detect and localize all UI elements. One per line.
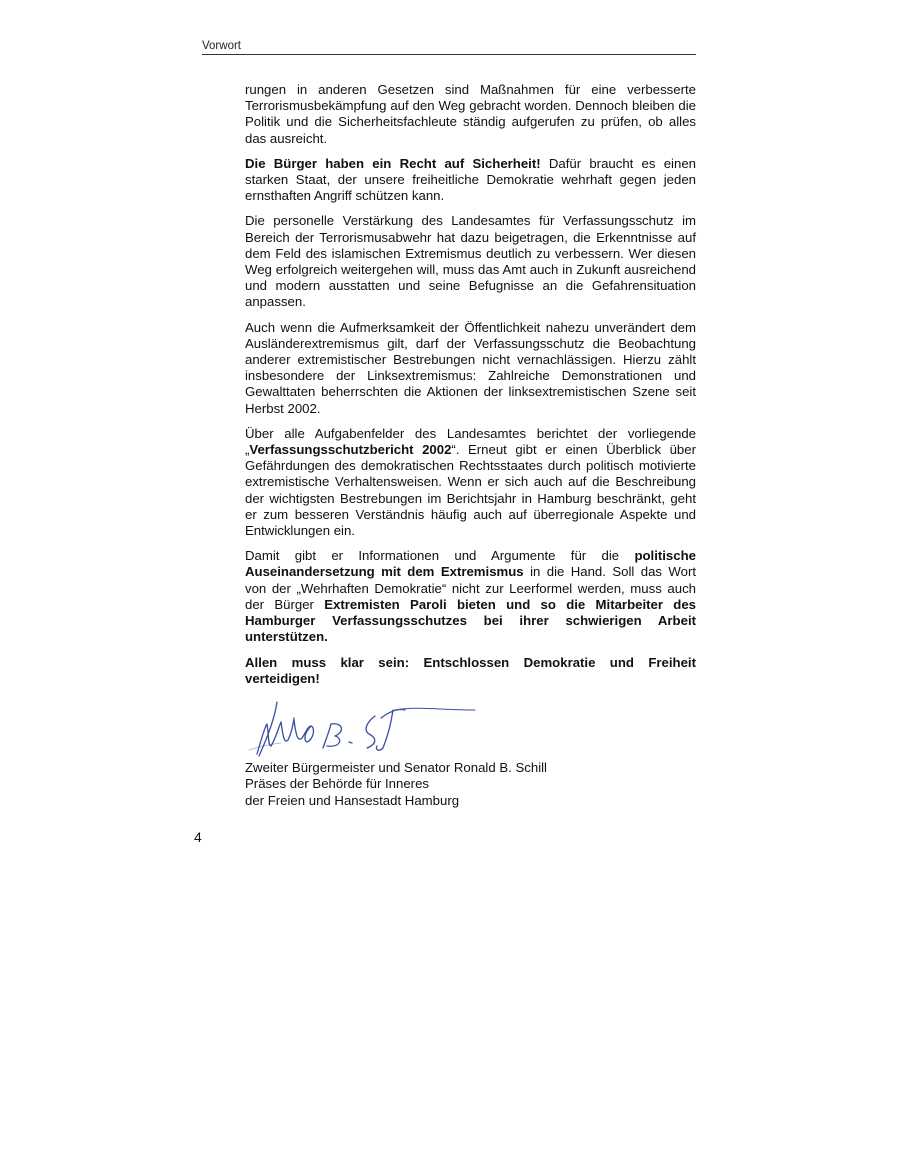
text-run-bold: Die Bürger haben ein Recht auf Sicherheit!	[245, 155, 541, 171]
text-run-bold: politische Auseinandersetzung mit dem Extremismus	[245, 548, 696, 580]
text-run: Damit gibt er Informationen und Argumente für die	[245, 548, 635, 564]
signature	[245, 696, 480, 758]
text-run-bold: Verfassungsschutzbericht 2002	[249, 442, 452, 458]
running-title: Vorwort	[202, 40, 241, 52]
signatory-office: Präses der Behörde für Inneres	[245, 776, 429, 792]
signatory-title: Zweiter Bürgermeister und Senator Ronald B. Schill	[245, 760, 547, 775]
signatory-city: der Freien und Hansestadt Hamburg	[245, 792, 460, 808]
text-run: Die personelle Verstärkung des Landesamtes für Verfassungsschutz im Bereich der Terrorismusabwehr hat dazu beigetragen, die Erkenntnisse auf dem Feld des islamischen Extremismus deutlich zu verbessern. Wer diesen Weg erfolgreich weitergehen will, muss das Amt auch in Zukunft ausreichend und modern ausstatten und seine Befugnisse an die Gefahrensituation anpassen.	[245, 213, 696, 310]
page-number: 4	[194, 829, 202, 845]
text-run: Dafür braucht es einen starken Staat, der unsere freiheitliche Demokratie wehrhaft gegen jeden ernsthaften Angriff schützen kann.	[245, 155, 696, 204]
paragraph-7	[245, 655, 696, 687]
text-run-bold: Extremisten Paroli bieten und so die Mitarbeiter des Hamburger Verfassungsschutzes bei ihrer schwierigen Arbeit unterstützen.	[245, 596, 696, 645]
running-header	[202, 40, 696, 55]
paragraph-2	[245, 156, 696, 205]
text-run: Über alle Aufgabenfelder des Landesamtes berichtet der vorliegende „	[245, 425, 696, 458]
text-run: in die Hand. Soll das Wort von der „Wehrhaften Demokratie“ nicht zur Leerformel werden, muss auch der Bürger	[245, 564, 697, 612]
text-run: Auch wenn die Aufmerksamkeit der Öffentlichkeit nahezu unverändert dem Ausländerextremismus gilt, darf der Verfassungsschutz die Beobachtung anderer extremistischer Bestrebungen nicht vernachlässigen. Hierzu zählt insbesondere der Linksextremismus: Zahlreiche Demonstrationen und Gewalttaten beherrschten die Aktionen der linksextremistischen Szene seit Herbst 2002.	[245, 319, 696, 416]
text-run: rungen in anderen Gesetzen sind Maßnahmen für eine verbesserte Terrorismusbekämpfung auf den Weg gebracht worden. Dennoch bleiben die Politik und die Sicherheitsfachleute ständig aufgerufen zu prüfen, ob alles das ausreicht.	[245, 82, 696, 146]
paragraph-3	[245, 213, 696, 310]
signature-block	[245, 760, 696, 809]
paragraph-6	[245, 548, 696, 645]
paragraph-4	[245, 320, 696, 417]
text-run: “. Erneut gibt er einen Überblick über Gefährdungen des demokratischen Rechtsstaates durch politisch motivierte extremistische Verhaltensweisen. Wenn er sich auch auf die Beschreibung der wichtigsten Bestrebungen im Berichtsjahr in Hamburg beschränkt, geht er zum besseren Verständnis häufig auch auf überregionale Aspekte und Entwicklungen ein.	[245, 442, 696, 539]
signature-strokes	[249, 702, 475, 756]
paragraph-1	[245, 82, 696, 147]
paragraph-5	[245, 426, 696, 539]
body-text	[245, 82, 696, 696]
text-run-bold: Allen muss klar sein: Entschlossen Demokratie und Freiheit verteidigen!	[245, 654, 696, 686]
